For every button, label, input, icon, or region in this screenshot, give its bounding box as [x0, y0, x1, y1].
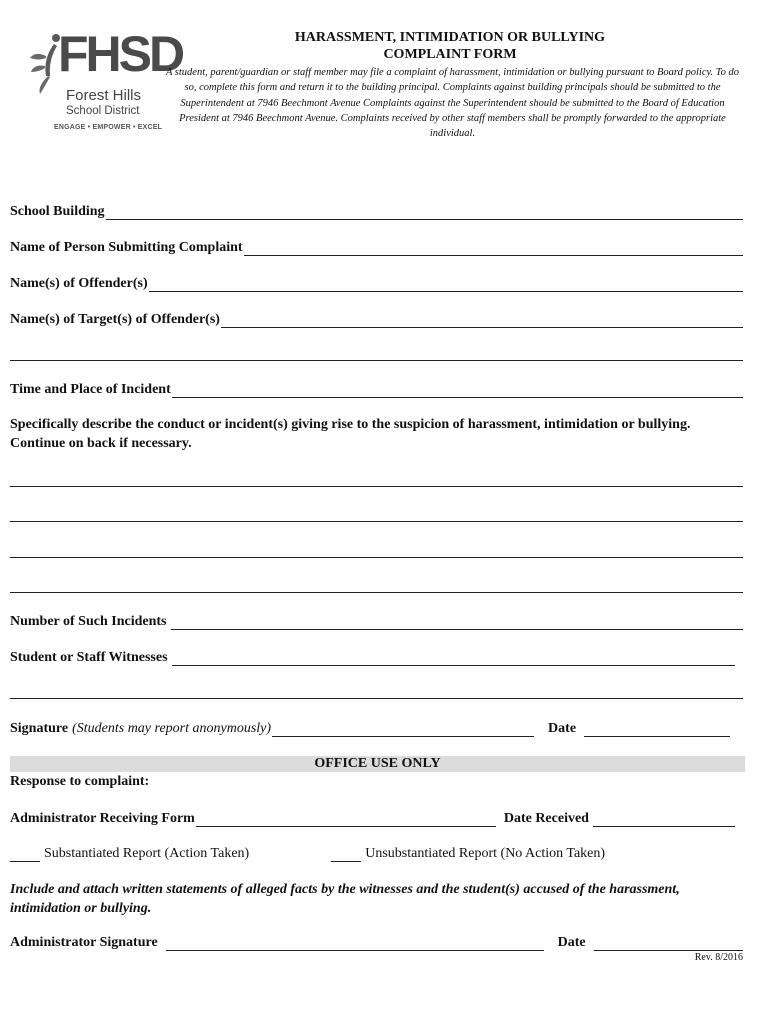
office-use-heading: OFFICE USE ONLY: [314, 756, 441, 771]
offenders-row: [10, 274, 743, 292]
person-submitting-label: Name of Person Submitting Complaint: [10, 240, 243, 255]
district-logo: [30, 26, 183, 138]
admin-signature-date-label: Date: [557, 935, 586, 950]
admin-receiving-line[interactable]: [196, 813, 496, 827]
revision-note: Rev. 8/2016: [694, 952, 743, 963]
date-received-label: Date Received: [503, 811, 589, 826]
school-building-row: [10, 202, 743, 220]
describe-line-4[interactable]: [10, 592, 743, 593]
targets-row: [10, 310, 743, 328]
substantiated-label: Substantiated Report (Action Taken): [44, 846, 250, 861]
form-title-line2: COMPLAINT FORM: [383, 47, 517, 62]
logo-name-line2: School District: [66, 105, 140, 117]
person-submitting-row: [10, 238, 743, 256]
signature-row: [10, 719, 730, 737]
number-incidents-line[interactable]: [171, 616, 744, 630]
targets-extra-line[interactable]: [10, 360, 743, 361]
number-incidents-label: Number of Such Incidents: [10, 614, 167, 629]
attach-statements-instruction: Include and attach written statements of alleged facts by the witnesses and the student(s) accused of the harassment, intimidation or bullying.: [10, 882, 680, 916]
school-building-label: School Building: [10, 204, 105, 219]
number-incidents-row: [10, 612, 743, 630]
school-building-line[interactable]: [106, 206, 743, 220]
targets-line[interactable]: [221, 314, 743, 328]
time-place-label: Time and Place of Incident: [10, 382, 171, 397]
describe-instruction: Specifically describe the conduct or incident(s) giving rise to the suspicion of harassment, intimidation or bullying. Continue on back if necessary.: [10, 417, 691, 451]
witnesses-extra-line[interactable]: [10, 698, 743, 699]
admin-receiving-row: [10, 809, 735, 827]
time-place-row: [10, 380, 743, 398]
logo-tagline: ENGAGE • EMPOWER • EXCEL: [54, 124, 163, 131]
offenders-label: Name(s) of Offender(s): [10, 276, 148, 291]
describe-line-1[interactable]: [10, 486, 743, 487]
substantiated-blank[interactable]: [10, 849, 40, 862]
unsubstantiated-blank[interactable]: [331, 849, 361, 862]
form-intro: A student, parent/guardian or staff member may file a complaint of harassment, intimidation or bullying pursuant to Board policy. To do so, complete this form and return it to the building principal. Complaints against building principals should be submitted to the Superintendent at 7946 Beechmont Avenue Complaints against the Superintendent should be submitted to the Board of Education President at 7946 Beechmont Avenue. Complaints received by other staff members shall be promptly forwarded to the appropriate individual.: [165, 67, 740, 140]
signature-note: (Students may report anonymously): [72, 721, 272, 736]
signature-date-line[interactable]: [584, 723, 730, 737]
admin-receiving-label: Administrator Receiving Form: [10, 811, 195, 826]
signature-date-label: Date: [548, 721, 577, 736]
describe-line-3[interactable]: [10, 557, 743, 558]
logo-mark: FHSD: [58, 26, 183, 82]
form-title-line1: HARASSMENT, INTIMIDATION OR BULLYING: [294, 30, 606, 45]
admin-signature-line[interactable]: [166, 937, 544, 951]
witnesses-row: [10, 648, 735, 666]
admin-signature-row: [10, 933, 743, 951]
date-received-line[interactable]: [593, 813, 735, 827]
signature-label: Signature: [10, 721, 69, 736]
time-place-line[interactable]: [172, 384, 743, 398]
signature-line[interactable]: [272, 723, 534, 737]
offenders-line[interactable]: [149, 278, 743, 292]
logo-name-line1: Forest Hills: [66, 87, 142, 104]
targets-label: Name(s) of Target(s) of Offender(s): [10, 312, 220, 327]
response-label: Response to complaint:: [10, 774, 150, 789]
admin-signature-label: Administrator Signature: [10, 935, 158, 950]
witnesses-line[interactable]: [172, 652, 735, 666]
unsubstantiated-label: Unsubstantiated Report (No Action Taken): [365, 846, 606, 861]
describe-line-2[interactable]: [10, 521, 743, 522]
person-submitting-line[interactable]: [244, 242, 743, 256]
report-outcome-row: [10, 844, 743, 862]
admin-signature-date-line[interactable]: [594, 937, 743, 951]
witnesses-label: Student or Staff Witnesses: [10, 650, 168, 665]
